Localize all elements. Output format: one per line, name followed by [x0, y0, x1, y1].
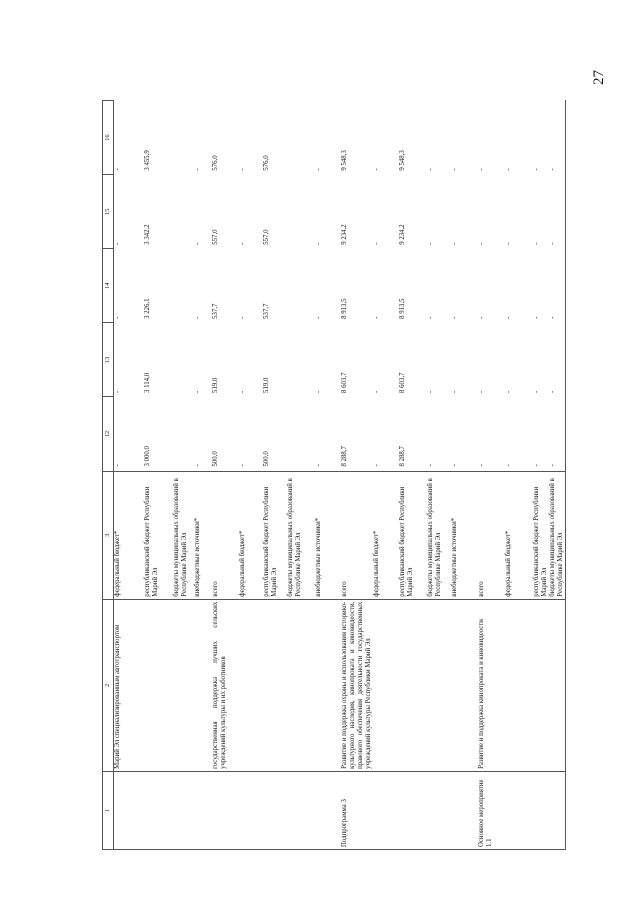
value-cell: -	[239, 390, 246, 393]
table-row	[173, 101, 194, 850]
program-description-cell	[505, 599, 533, 771]
column-header: 14	[103, 249, 114, 323]
value-cell: 8 913,5	[399, 298, 407, 319]
value-cell: -	[194, 168, 201, 171]
program-description-cell	[549, 599, 566, 771]
value-cell: -	[549, 397, 566, 471]
program-code-cell	[549, 771, 566, 849]
program-description-cell	[287, 599, 315, 771]
table-row	[114, 101, 145, 850]
value-cell: -	[505, 390, 513, 393]
program-code-cell	[263, 771, 287, 849]
value-cell: -	[239, 242, 246, 245]
value-cell: 8 288,7	[341, 446, 348, 467]
value-cell: -	[315, 242, 322, 245]
value-cell: 576,0	[212, 155, 219, 171]
value-cell: -	[194, 242, 201, 245]
program-description-cell	[194, 599, 212, 771]
value-cell: -	[533, 464, 541, 467]
table-row	[341, 101, 373, 850]
value-cell	[287, 323, 315, 397]
column-header: 2	[103, 599, 114, 771]
funding-source-cell: внебюджетные источники*	[194, 471, 212, 599]
column-header: 12	[103, 397, 114, 471]
value-cell: 8 603,7	[341, 372, 348, 393]
value-cell: 9 548,3	[341, 150, 348, 171]
value-cell: 500,0	[263, 451, 270, 467]
funding-source-cell: федеральный бюджет*	[505, 471, 533, 599]
value-cell: -	[315, 316, 322, 319]
value-cell	[173, 175, 194, 249]
value-cell: -	[549, 175, 566, 249]
program-description-cell	[263, 599, 287, 771]
header-row	[103, 101, 114, 850]
program-code-cell	[399, 771, 427, 849]
value-cell: -	[373, 316, 381, 319]
value-cell	[173, 101, 194, 175]
program-code-cell	[287, 771, 315, 849]
program-description-cell	[144, 599, 173, 771]
value-cell: -	[194, 316, 201, 319]
value-cell	[287, 175, 315, 249]
value-cell: -	[505, 168, 513, 171]
table-row	[212, 101, 239, 850]
column-header: 1	[103, 771, 114, 849]
value-cell: -	[533, 390, 541, 393]
value-cell: -	[533, 168, 541, 171]
value-cell: -	[549, 249, 566, 323]
value-cell: -	[451, 316, 459, 319]
table-row	[427, 101, 451, 850]
value-cell: -	[239, 464, 246, 467]
value-cell: -	[194, 390, 201, 393]
value-cell: 519,0	[212, 377, 219, 393]
funding-source-cell: федеральный бюджет*	[373, 471, 399, 599]
funding-source-cell: бюджеты муниципальных образований в Республике Марий Эл	[427, 471, 451, 599]
value-cell: 576,0	[263, 155, 270, 171]
budget-table	[102, 100, 566, 850]
value-cell: 8 913,5	[341, 298, 348, 319]
value-cell: -	[478, 242, 486, 245]
program-description-cell: Марий Эл специализированным автотранспортом	[114, 599, 145, 771]
value-cell: 519,0	[263, 377, 270, 393]
program-description-cell	[451, 599, 478, 771]
table-row	[263, 101, 287, 850]
value-cell: -	[194, 464, 201, 467]
value-cell: -	[315, 464, 322, 467]
table-row	[549, 101, 566, 850]
table-row	[315, 101, 341, 850]
funding-source-cell: внебюджетные источники*	[315, 471, 341, 599]
program-code-cell	[212, 771, 239, 849]
value-cell: -	[533, 316, 541, 319]
value-cell: -	[478, 316, 486, 319]
value-cell: 3 114,0	[144, 372, 151, 393]
program-description-cell	[399, 599, 427, 771]
program-code-cell	[239, 771, 263, 849]
value-cell: -	[315, 168, 322, 171]
funding-source-cell: республиканский бюджет Республики Марий Эл	[533, 471, 549, 599]
funding-source-cell: федеральный бюджет*	[239, 471, 263, 599]
column-header: 15	[103, 175, 114, 249]
value-cell	[287, 397, 315, 471]
value-cell: -	[549, 323, 566, 397]
value-cell: -	[427, 168, 435, 171]
table-row	[533, 101, 549, 850]
value-cell: -	[451, 464, 459, 467]
value-cell	[287, 249, 315, 323]
program-code-cell	[173, 771, 194, 849]
value-cell: 9 548,3	[399, 150, 407, 171]
value-cell: -	[451, 168, 459, 171]
value-cell: -	[427, 464, 435, 467]
program-code-cell: Основное мероприятие 1.1	[478, 771, 505, 849]
program-code-cell	[315, 771, 341, 849]
program-code-cell: Подпрограмма 3	[341, 771, 373, 849]
table-row	[505, 101, 533, 850]
value-cell	[173, 323, 194, 397]
program-description-cell	[173, 599, 194, 771]
value-cell: -	[505, 242, 513, 245]
table-row	[451, 101, 478, 850]
program-code-cell	[533, 771, 549, 849]
value-cell: -	[114, 168, 121, 171]
funding-source-cell: всего	[212, 471, 239, 599]
value-cell: 9 234,2	[399, 224, 407, 245]
column-header: 13	[103, 323, 114, 397]
value-cell: 3 226,1	[144, 298, 151, 319]
program-description-cell	[427, 599, 451, 771]
program-description-cell	[373, 599, 399, 771]
value-cell: -	[427, 242, 435, 245]
value-cell: 537,7	[212, 303, 219, 319]
funding-source-cell: федеральный бюджет*	[114, 471, 145, 599]
page-number: 27	[591, 70, 607, 85]
value-cell: 9 234,2	[341, 224, 348, 245]
value-cell: -	[427, 390, 435, 393]
funding-source-cell: всего	[478, 471, 505, 599]
rotated-budget-sheet	[102, 100, 622, 850]
funding-source-cell: бюджеты муниципальных образований в Республике Марий Эл	[549, 471, 566, 599]
value-cell: 500,0	[212, 451, 219, 467]
column-header: 3	[103, 471, 114, 599]
value-cell: -	[427, 316, 435, 319]
table-row	[144, 101, 173, 850]
value-cell: -	[505, 316, 513, 319]
value-cell: -	[505, 464, 513, 467]
funding-source-cell: республиканский бюджет Республики Марий Эл	[263, 471, 287, 599]
column-header: 16	[103, 101, 114, 175]
value-cell	[173, 397, 194, 471]
program-code-cell	[194, 771, 212, 849]
value-cell: -	[549, 101, 566, 175]
funding-source-cell: республиканский бюджет Республики Марий Эл	[144, 471, 173, 599]
program-description-cell: государственная поддержка лучших сельских учреждений культуры и их работников	[212, 599, 239, 771]
table-row	[287, 101, 315, 850]
value-cell: 8 288,7	[399, 446, 407, 467]
value-cell: -	[373, 168, 381, 171]
program-description-cell	[315, 599, 341, 771]
program-code-cell	[505, 771, 533, 849]
funding-source-cell: республиканский бюджет Республики Марий Эл	[399, 471, 427, 599]
value-cell: 557,0	[263, 229, 270, 245]
program-description-cell: Развитие и поддержка охраны и использования историко-культурного наследия, кинопроката и киновидеости, правового обеспечения деятельности государственных учреждений культуры Республики Марий Эл	[341, 599, 373, 771]
value-cell: 8 603,7	[399, 372, 407, 393]
value-cell: 3 455,9	[144, 150, 151, 171]
value-cell: -	[478, 464, 486, 467]
funding-source-cell: всего	[341, 471, 373, 599]
value-cell: -	[114, 390, 121, 393]
value-cell: -	[373, 464, 381, 467]
value-cell: 557,0	[212, 229, 219, 245]
program-code-cell	[114, 771, 145, 849]
value-cell: -	[533, 242, 541, 245]
value-cell: -	[373, 242, 381, 245]
program-description-cell	[533, 599, 549, 771]
funding-source-cell: бюджеты муниципальных образований в Республике Марий Эл	[173, 471, 194, 599]
value-cell: -	[114, 316, 121, 319]
value-cell: -	[478, 168, 486, 171]
value-cell: 537,7	[263, 303, 270, 319]
table-row	[239, 101, 263, 850]
value-cell: -	[114, 464, 121, 467]
value-cell: 3 000,0	[144, 446, 151, 467]
value-cell: 3 342,2	[144, 224, 151, 245]
table-row	[373, 101, 399, 850]
funding-source-cell: внебюджетные источники*	[451, 471, 478, 599]
value-cell: -	[239, 316, 246, 319]
table-row	[194, 101, 212, 850]
program-code-cell	[427, 771, 451, 849]
value-cell	[173, 249, 194, 323]
value-cell	[287, 101, 315, 175]
program-description-cell	[239, 599, 263, 771]
value-cell: -	[478, 390, 486, 393]
value-cell: -	[239, 168, 246, 171]
program-description-cell: Развитие и поддержка кинопроката и киновидеости	[478, 599, 505, 771]
funding-source-cell: бюджеты муниципальных образований в Республике Марий Эл	[287, 471, 315, 599]
program-code-cell	[451, 771, 478, 849]
value-cell: -	[451, 390, 459, 393]
value-cell: -	[315, 390, 322, 393]
table-row	[478, 101, 505, 850]
value-cell: -	[373, 390, 381, 393]
value-cell: -	[451, 242, 459, 245]
value-cell: -	[114, 242, 121, 245]
program-code-cell	[373, 771, 399, 849]
program-code-cell	[144, 771, 173, 849]
table-row	[399, 101, 427, 850]
